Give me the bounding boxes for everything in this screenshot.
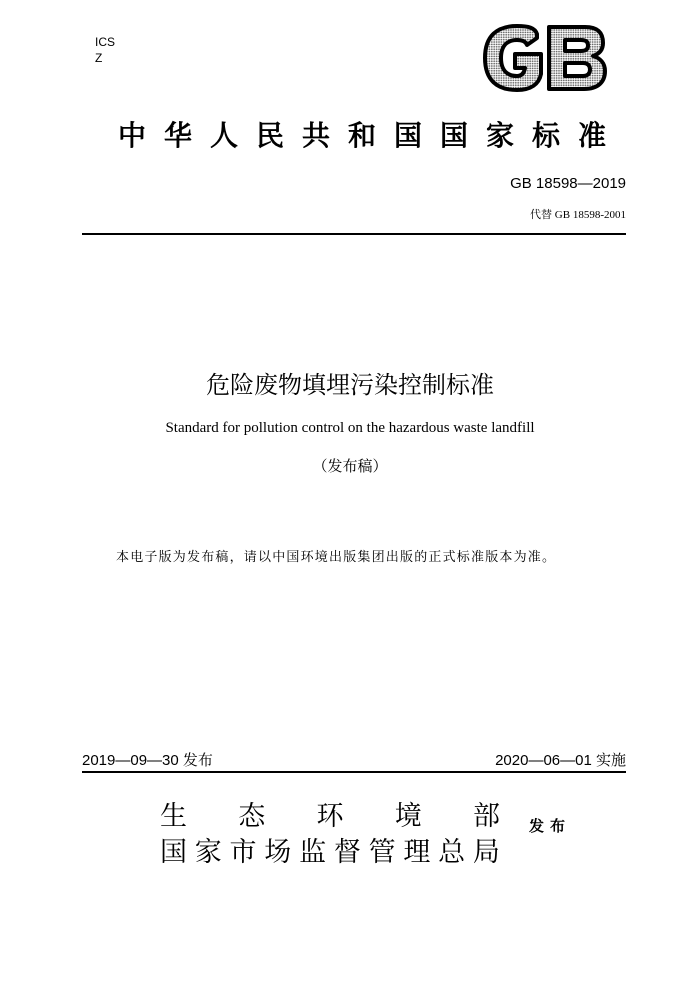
implementation-date: 2020—06—01 实施 [495, 752, 626, 769]
issuer-administration [160, 830, 500, 869]
issuer-char: 局 [472, 837, 500, 868]
publication-date: 2019—09—30 发布 [82, 752, 213, 769]
gb-logo [481, 24, 607, 92]
issuer-char: 理 [403, 837, 431, 868]
bottom-divider [82, 771, 626, 773]
issuer-char: 部 [473, 801, 500, 832]
issuer-char: 监 [299, 837, 327, 868]
issuer-char: 场 [264, 837, 292, 868]
chinese-title: 危险废物填埋污染控制标准 [206, 371, 494, 399]
english-title: Standard for pollution control on the hazardous waste landfill [165, 420, 535, 436]
electronic-version-notice: 本电子版为发布稿，请以中国环境出版集团出版的正式标准版本为准。 [116, 550, 557, 565]
issuer-char: 总 [438, 837, 466, 868]
issuer-char: 境 [394, 801, 422, 832]
issuer-char: 生 [160, 801, 187, 832]
issuer-ministry [160, 794, 500, 833]
issued-label: 发布 [529, 817, 572, 835]
issuer-char: 家 [194, 837, 222, 868]
issuer-char: 环 [316, 801, 344, 832]
draft-note: （发布稿） [312, 457, 388, 475]
top-divider [82, 233, 626, 235]
national-standard-heading: 中华人民共和国国家标准 [118, 119, 625, 152]
ccs-label: Z [95, 51, 103, 65]
issuer-char: 督 [333, 837, 361, 868]
issuer-char: 市 [229, 837, 257, 868]
issuer-char: 态 [238, 801, 266, 832]
issuer-char: 管 [368, 837, 396, 868]
classification-codes [95, 34, 115, 66]
issuer-char: 国 [160, 837, 187, 868]
ics-label: ICS [95, 35, 116, 49]
replaces-standard: 代替 GB 18598-2001 [530, 209, 626, 221]
standard-number: GB 18598—2019 [510, 175, 626, 192]
